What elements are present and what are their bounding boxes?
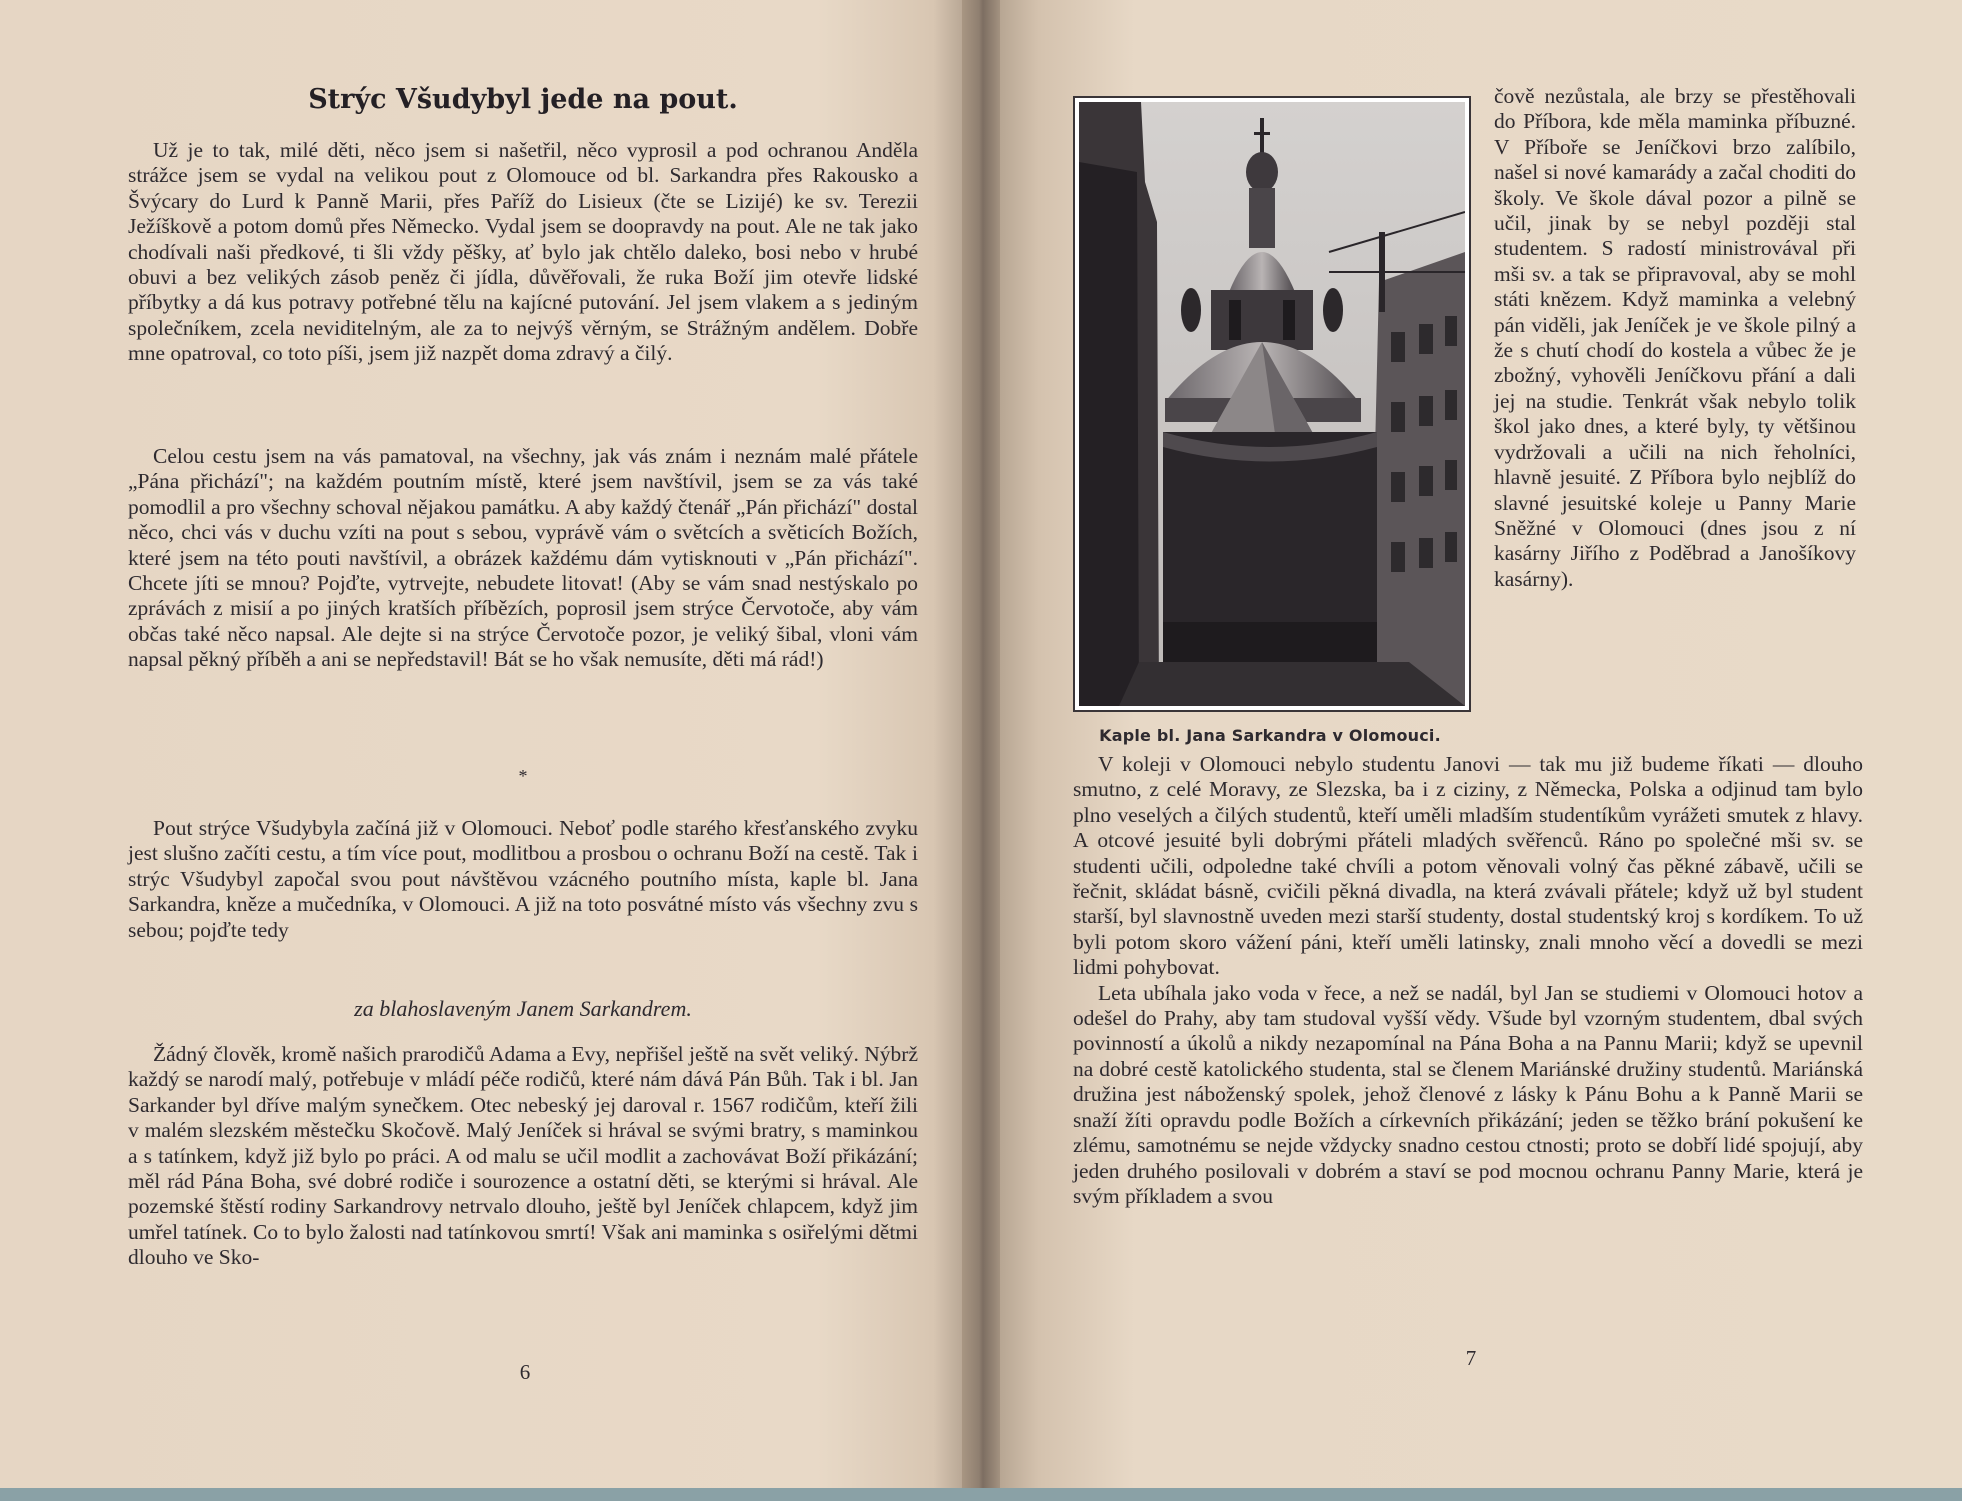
- paragraph: [128, 138, 918, 367]
- paragraph-text: Pout strýce Všudybyla začíná již v Olomouci. Neboť podle starého křesťanského zvyku jest slušno začíti cestu, a tím více pout, modlitbou a prosbou o ochranu Boží na cestě. Tak i strýc Všudybyl započal svou pout návštěvou vzácného poutního místa, kaple bl. Jana Sarkandra, kněze a mučedníka, v Olomouci. A již na toto posvátné místo vás všechny zvu s sebou; pojďte tedy: [128, 816, 918, 942]
- paragraph-text: Celou cestu jsem na vás pamatoval, na všechny, jak vás znám i neznám malé přátele „Pána přichází"; na každém poutním místě, které jsem navštívil, jsem se za vás také pomodlil a pro všechny schoval nějakou památku. A aby každý čtenář „Pán přichází" dostal něco, chci vás v duchu vzíti na pout s sebou, vyprávě vám o světcích a světicích Božích, které jsem na této pouti navštívil, a obrázek každému dám vytisknouti v „Pán přichází". Chcete jíti se mnou? Pojďte, vytrvejte, nebudete litovat! (Aby se vám snad nestýskalo po zprávách z misií a po jiných kratších příbězích, poprosil jsem strýce Červotoče, aby vám občas také něco napsal. Ale dejte si na strýce Červotoče pozor, je veliký šibal, vloni vám napsal pěkný příběh a ani se nepředstavil! Bát se ho však nemusíte, děti má rád!): [128, 444, 918, 672]
- paragraph-text: Leta ubíhala jako voda v řece, a než se nadál, byl Jan se studiemi v Olomouci hotov a odešel do Prahy, aby tam studoval vyšší vědy. Všude byl vzorným studentem, dbal svých povinností a úkolů a nikdy nezapomínal na Pána Boha a na Pannu Marii; když se upevnil na dobré cestě katolického studenta, stal se členem Mariánské družiny studentů. Mariánská družina jest náboženský spolek, jehož členové z lásky k Pánu Bohu a k Panně Marii se snaží žíti opravdu podle Božích a církevních přikázání; jeden se těžko brání pokušení ke zlému, samotnému se nejde vždycky snadno cestou ctnosti; proto se dobří lidé spojují, aby jeden druhého posilovali v dobrém a staví se pod mocnou ochranu Panny Marie, která je svým příkladem a svou: [1073, 980, 1863, 1208]
- photo-caption: Kaple bl. Jana Sarkandra v Olomouci.: [1099, 726, 1441, 745]
- section-separator: *: [518, 766, 528, 786]
- paragraph: [128, 1042, 918, 1271]
- section-heading: za blahoslaveným Janem Sarkandrem.: [354, 996, 692, 1021]
- chapel-photo: [1073, 96, 1471, 712]
- paragraph-text: Žádný člověk, kromě našich prarodičů Adama a Evy, nepřišel ještě na svět veliký. Nýbrž každý se narodí malý, potřebuje v mládí péče rodičů, které nám dává Pán Bůh. Tak i bl. Jan Sarkander byl dříve malým synečkem. Otec nebeský jej daroval r. 1567 rodičům, kteří žili v malém slezském městečku Skočově. Malý Jeníček si hrával se svými bratry, s maminkou a s tatínkem, když již bylo po práci. A od malu se učil modlit a zachovávat Boží přikázání; měl rád Pána Boha, své dobré rodiče i sourozence a ostatní děti, se kterými si hrával. Ale pozemské štěstí rodiny Sarkandrovy netrvalo dlouho, ještě byl Jeníček chlapcem, když jim umřel tatínek. Co to bylo žalosti nad tatínkovou smrtí! Však ani maminka s osiřelými dětmi dlouho ve Sko-: [128, 1042, 918, 1270]
- chapel-photo-image: [1079, 102, 1465, 706]
- paragraph: [128, 444, 918, 673]
- left-page: [0, 0, 962, 1501]
- book-gutter: [962, 0, 1000, 1501]
- article-title: Strýc Všudybyl jede na pout.: [308, 84, 738, 115]
- paragraph-text: čově nezůstala, ale brzy se přestěhovali do Příbora, kde měla maminka příbuzné. V Příboře se Jeníčkovi brzo zalíbilo, našel si nové kamarády a začal choditi do školy. Ve škole dával pozor a pilně se učil, jinak by se nebyl později stal studentem. S radostí ministrovával při mši sv. a tak se připravoval, aby se mohl státi knězem. Když maminka a velebný pán viděli, jak Jeníček je ve škole pilný a že s chutí chodí do kostela a vůbec že je zbožný, vyhověli Jeníčkovu přání a dali jej na studie. Tenkrát však nebylo tolik škol jako dnes, a které byly, ty většinou vydržovali a učili na nich řeholníci, hlavně jesuité. Z Příbora bylo nejblíž do slavné jesuitské koleje u Panny Marie Sněžné v Olomouci (dnes jsou z ní kasárny Jiřího z Poděbrad a Janošíkovy kasárny).: [1494, 84, 1856, 591]
- page-number: 7: [1465, 1346, 1477, 1370]
- right-body-text: [1073, 752, 1863, 1209]
- paragraph-text: V koleji v Olomouci nebylo studentu Janovi — tak mu již budeme říkati — dlouho smutno, z celé Moravy, ze Slezska, ba i z ciziny, z Německa, Polska a odjinud tam bylo plno veselých a čilých studentů, kteří uměli mladším studentíkům vyrážeti smutek z hlavy. A otcové jesuité byli dobrými přáteli mladých svěřenců. Ráno po společné mši sv. se studenti učili, odpoledne také chvíli a potom věnovali volný čas pěkné zábavě, učili se řečnit, skládat básně, cvičili pěkná divadla, na která zvávali přátele; když už byl student starší, byl slavnostně uveden mezi starší studenty, dostal studentský kroj s kordíkem. To už byli potom skoro vážení páni, kteří uměli latinsky, znali mnoho věcí a dovedli se mezi lidmi pohybovat.: [1073, 752, 1863, 980]
- page-number: 6: [519, 1360, 531, 1384]
- bottom-edge: [0, 1488, 1962, 1501]
- narrow-column: [1494, 84, 1856, 592]
- right-page: [1000, 0, 1962, 1501]
- paragraph-text: Už je to tak, milé děti, něco jsem si našetřil, něco vyprosil a pod ochranou Anděla strážce jsem se vydal na velikou pout z Olomouce od bl. Sarkandra přes Rakousko a Švýcary do Lurd k Panně Marii, přes Paříž do Lisieux (čte se Lizijé) ke sv. Terezii Ježíškově a potom domů přes Německo. Vydal jsem se doopravdy na pout. Ale ne tak jako chodívali naši předkové, ti šli vždy pěšky, ať bylo jak chtělo daleko, bosi nebo v hrubé obuvi a bez velikých zásob peněz či jídla, důvěřovali, že ruka Boží jim otevře lidské příbytky a dá kus potravy potřebné tělu na kajícné putování. Jel jsem vlakem a s jediným společníkem, zcela neviditelným, ale za to nejvýš věrným, se Strážným andělem. Dobře mne opatroval, co toto píši, jsem již nazpět doma zdravý a čilý.: [128, 138, 918, 366]
- paragraph: [128, 816, 918, 943]
